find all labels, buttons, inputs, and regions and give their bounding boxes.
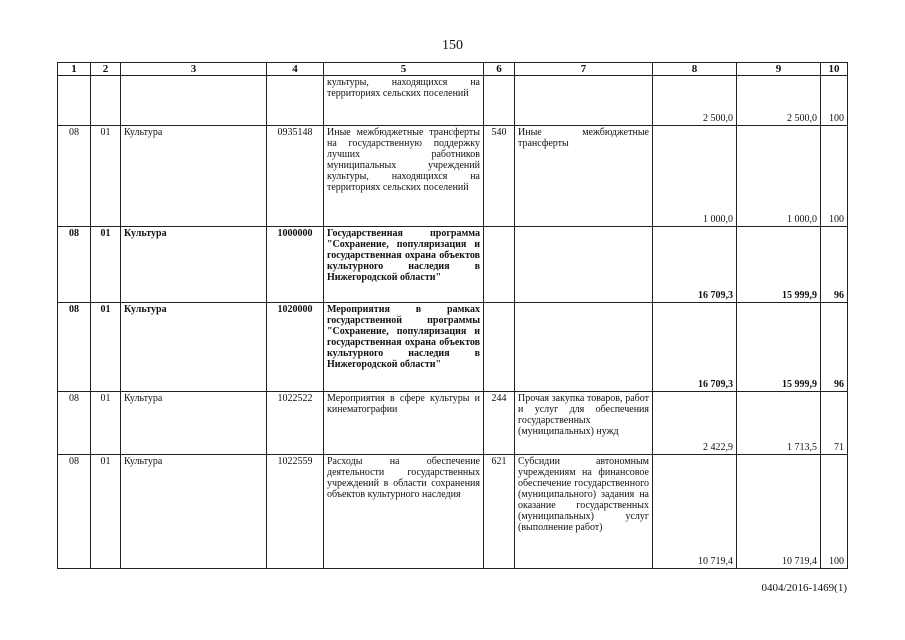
planned-amount: 2 422,9 bbox=[653, 392, 737, 455]
execution-percent: 96 bbox=[821, 227, 848, 303]
expense-type-code: 540 bbox=[484, 126, 515, 227]
expense-type-code bbox=[484, 227, 515, 303]
section-code: 08 bbox=[58, 227, 91, 303]
target-article-code: 1000000 bbox=[267, 227, 324, 303]
section-name: Культура bbox=[121, 126, 267, 227]
expense-type-name bbox=[515, 303, 653, 392]
column-header: 4 bbox=[267, 63, 324, 76]
section-code: 08 bbox=[58, 126, 91, 227]
executed-amount: 15 999,9 bbox=[737, 303, 821, 392]
section-name: Культура bbox=[121, 392, 267, 455]
executed-amount: 10 719,4 bbox=[737, 455, 821, 569]
expense-type-code: 621 bbox=[484, 455, 515, 569]
table-row bbox=[58, 126, 848, 227]
table-row bbox=[58, 76, 848, 126]
target-article-code: 0935148 bbox=[267, 126, 324, 227]
planned-amount: 1 000,0 bbox=[653, 126, 737, 227]
expense-description: Мероприятия в рамках государственной программы "Сохранение, популяризация и государственная охрана объектов культурного наследия в Нижегородской области" bbox=[324, 303, 484, 392]
column-header: 1 bbox=[58, 63, 91, 76]
execution-percent: 100 bbox=[821, 76, 848, 126]
subsection-code: 01 bbox=[91, 126, 121, 227]
section-code: 08 bbox=[58, 392, 91, 455]
column-header: 2 bbox=[91, 63, 121, 76]
section-code: 08 bbox=[58, 455, 91, 569]
target-article-code: 1022522 bbox=[267, 392, 324, 455]
section-name bbox=[121, 76, 267, 126]
expense-type-name: Прочая закупка товаров, работ и услуг для обеспечения государственных (муниципальных) нужд bbox=[515, 392, 653, 455]
subsection-code: 01 bbox=[91, 227, 121, 303]
expense-description: Мероприятия в сфере культуры и кинематографии bbox=[324, 392, 484, 455]
column-header: 6 bbox=[484, 63, 515, 76]
document-code: 0404/2016-1469(1) bbox=[761, 582, 847, 594]
section-name: Культура bbox=[121, 455, 267, 569]
target-article-code bbox=[267, 76, 324, 126]
planned-amount: 16 709,3 bbox=[653, 227, 737, 303]
column-header: 5 bbox=[324, 63, 484, 76]
subsection-code: 01 bbox=[91, 455, 121, 569]
expense-type-code bbox=[484, 303, 515, 392]
execution-percent: 71 bbox=[821, 392, 848, 455]
budget-table bbox=[57, 62, 848, 569]
column-header: 9 bbox=[737, 63, 821, 76]
execution-percent: 100 bbox=[821, 455, 848, 569]
section-code: 08 bbox=[58, 303, 91, 392]
subsection-code: 01 bbox=[91, 303, 121, 392]
expense-description: Иные межбюджетные трансферты на государственную поддержку лучших работников муниципальных учреждений культуры, находящихся на территориях сельских поселений bbox=[324, 126, 484, 227]
table-row bbox=[58, 227, 848, 303]
section-name: Культура bbox=[121, 227, 267, 303]
execution-percent: 96 bbox=[821, 303, 848, 392]
table-row bbox=[58, 392, 848, 455]
table-row bbox=[58, 455, 848, 569]
executed-amount: 1 713,5 bbox=[737, 392, 821, 455]
planned-amount: 2 500,0 bbox=[653, 76, 737, 126]
section-name: Культура bbox=[121, 303, 267, 392]
planned-amount: 10 719,4 bbox=[653, 455, 737, 569]
column-header: 10 bbox=[821, 63, 848, 76]
executed-amount: 15 999,9 bbox=[737, 227, 821, 303]
subsection-code: 01 bbox=[91, 392, 121, 455]
executed-amount: 2 500,0 bbox=[737, 76, 821, 126]
table-row bbox=[58, 303, 848, 392]
expense-type-code bbox=[484, 76, 515, 126]
expense-type-name: Субсидии автономным учреждениям на финансовое обеспечение государственного (муниципального) задания на оказание государственных (муниципальных) услуг (выполнение работ) bbox=[515, 455, 653, 569]
expense-description: культуры, находящихся на территориях сельских поселений bbox=[324, 76, 484, 126]
expense-type-name: Иные межбюджетные трансферты bbox=[515, 126, 653, 227]
expense-type-name bbox=[515, 76, 653, 126]
page-number: 150 bbox=[442, 38, 463, 53]
execution-percent: 100 bbox=[821, 126, 848, 227]
planned-amount: 16 709,3 bbox=[653, 303, 737, 392]
expense-description: Государственная программа "Сохранение, популяризация и государственная охрана объектов культурного наследия в Нижегородской области" bbox=[324, 227, 484, 303]
subsection-code bbox=[91, 76, 121, 126]
section-code bbox=[58, 76, 91, 126]
target-article-code: 1020000 bbox=[267, 303, 324, 392]
target-article-code: 1022559 bbox=[267, 455, 324, 569]
executed-amount: 1 000,0 bbox=[737, 126, 821, 227]
column-header: 8 bbox=[653, 63, 737, 76]
expense-type-name bbox=[515, 227, 653, 303]
table-header-row bbox=[58, 63, 848, 76]
expense-type-code: 244 bbox=[484, 392, 515, 455]
column-header: 7 bbox=[515, 63, 653, 76]
expense-description: Расходы на обеспечение деятельности государственных учреждений в области сохранения объектов культурного наследия bbox=[324, 455, 484, 569]
column-header: 3 bbox=[121, 63, 267, 76]
